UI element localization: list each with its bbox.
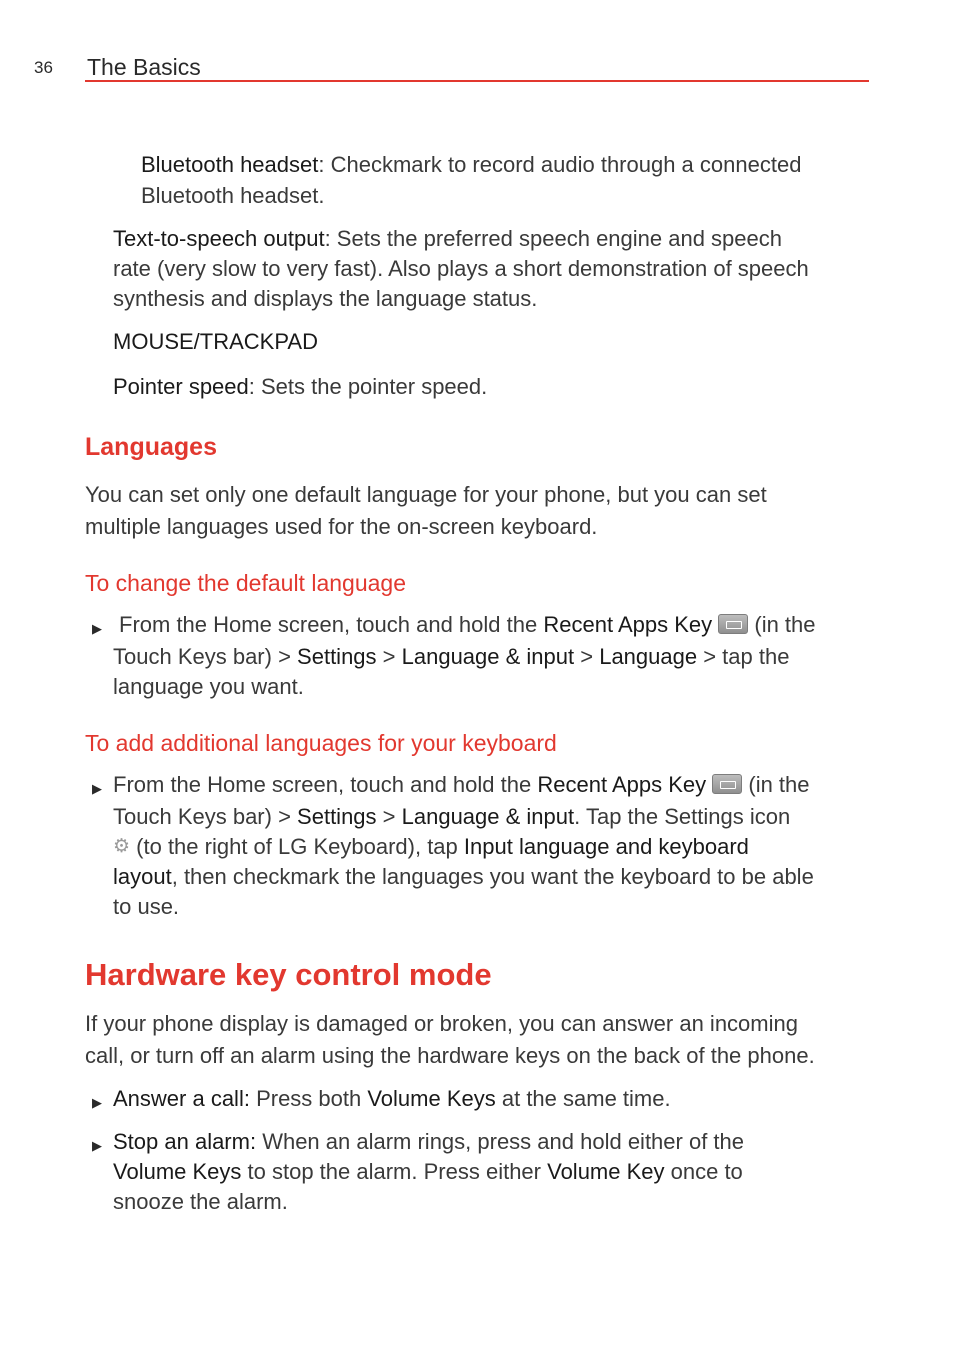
bluetooth-term: Bluetooth headset [141, 152, 319, 177]
triangle-right-icon: ▶ [92, 781, 102, 796]
bluetooth-desc-1: : Checkmark to record audio through a connected [318, 152, 802, 177]
tts-desc-1: : Sets the preferred speech engine and speech [324, 226, 783, 251]
hardware-body-2: call, or turn off an alarm using the hardware keys on the back of the phone. [85, 1043, 815, 1068]
tts-desc-2: rate (very slow to very fast). Also plays a short demonstration of speech [113, 256, 809, 281]
stop-c: once to [664, 1159, 743, 1184]
tts-term: Text-to-speech output [113, 226, 325, 251]
bluetooth-desc-2: Bluetooth headset. [141, 183, 325, 208]
language-label: Language [599, 644, 698, 669]
add-languages-line-1 [113, 770, 810, 800]
volume-key-label: Volume Key [547, 1159, 665, 1184]
add-l4-b: , then checkmark the languages you want the keyboard to be able [171, 864, 814, 889]
add-languages-line-3 [113, 832, 749, 862]
change-l2-sep1: > [376, 644, 402, 669]
mouse-trackpad-heading: MOUSE/TRACKPAD [113, 329, 318, 354]
stop-a: When an alarm rings, press and hold either of the [256, 1129, 745, 1154]
change-default-heading: To change the default language [85, 570, 406, 596]
change-default-line-2 [113, 642, 789, 672]
layout-label: layout [113, 864, 172, 889]
answer-call-item [113, 1084, 671, 1114]
settings-label: Settings [297, 644, 377, 669]
change-l2-a: Touch Keys bar) > [113, 644, 298, 669]
add-languages-heading: To add additional languages for your keyboard [85, 730, 557, 756]
hardware-heading: Hardware key control mode [85, 957, 492, 992]
volume-keys-label: Volume Keys [367, 1086, 496, 1111]
answer-term: Answer a call: [113, 1086, 250, 1111]
change-default-line-1 [119, 610, 816, 640]
stop-alarm-item [113, 1127, 744, 1157]
language-input-label: Language & input [401, 644, 575, 669]
add-l2-sep: > [376, 804, 402, 829]
add-languages-line-5: to use. [113, 894, 180, 919]
recent-apps-key-label: Recent Apps Key [537, 772, 707, 797]
gear-icon: ⚙ [113, 835, 131, 857]
stop-term: Stop an alarm: [113, 1129, 257, 1154]
change-l2-sep2: > [574, 644, 600, 669]
pointer-term: Pointer speed [113, 374, 249, 399]
triangle-right-icon: ▶ [92, 1095, 102, 1110]
language-input-label: Language & input [401, 804, 575, 829]
page-number: 36 [34, 58, 53, 77]
header-divider [85, 80, 869, 82]
triangle-right-icon: ▶ [92, 1138, 102, 1153]
answer-b: at the same time. [495, 1086, 671, 1111]
volume-keys-label: Volume Keys [113, 1159, 242, 1184]
add-languages-line-2 [113, 802, 790, 832]
answer-a: Press both [249, 1086, 368, 1111]
stop-alarm-line-3: snooze the alarm. [113, 1189, 288, 1214]
recent-apps-key-label: Recent Apps Key [543, 612, 713, 637]
add-l1-a: From the Home screen, touch and hold the [113, 772, 538, 797]
input-language-label: Input language and keyboard [463, 834, 749, 859]
tts-item [113, 224, 782, 254]
settings-label: Settings [297, 804, 377, 829]
tts-desc-3: synthesis and displays the language status. [113, 286, 538, 311]
add-l3-a: (to the right of LG Keyboard), tap [130, 834, 464, 859]
recent-apps-key-icon [718, 614, 748, 634]
change-l1-a: From the Home screen, touch and hold the [119, 612, 544, 637]
languages-body-1: You can set only one default language for your phone, but you can set [85, 482, 767, 507]
bluetooth-headset-item [141, 150, 801, 180]
stop-b: to stop the alarm. Press either [241, 1159, 548, 1184]
pointer-speed-item [113, 372, 487, 402]
add-l1-b: (in the [742, 772, 810, 797]
stop-alarm-line-2 [113, 1157, 743, 1187]
add-l2-b: . Tap the Settings icon [574, 804, 791, 829]
languages-body-2: multiple languages used for the on-screen keyboard. [85, 514, 598, 539]
change-l1-b: (in the [748, 612, 816, 637]
add-l2-a: Touch Keys bar) > [113, 804, 298, 829]
change-default-line-3: language you want. [113, 674, 304, 699]
languages-heading: Languages [85, 433, 217, 461]
change-l2-b: > tap the [697, 644, 790, 669]
triangle-right-icon: ▶ [92, 621, 102, 636]
pointer-desc: : Sets the pointer speed. [248, 374, 488, 399]
section-title: The Basics [87, 54, 201, 80]
recent-apps-key-icon [712, 774, 742, 794]
hardware-body-1: If your phone display is damaged or broken, you can answer an incoming [85, 1011, 798, 1036]
add-languages-line-4 [113, 862, 814, 892]
